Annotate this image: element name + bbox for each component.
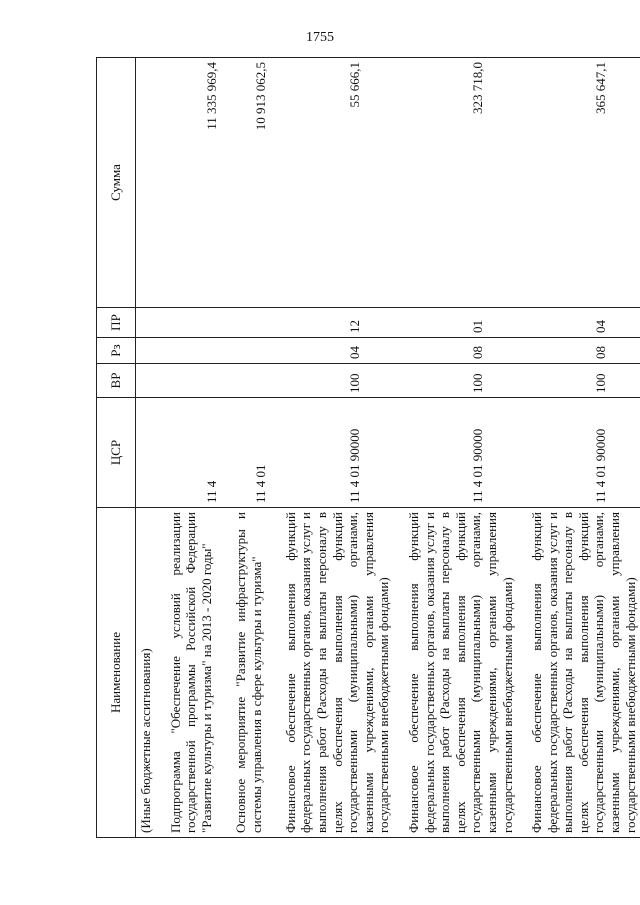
table-row [271,58,394,838]
row-pr: 12 [271,308,394,338]
row-pr: 01 [394,308,517,338]
header-name: Наименование [97,508,136,838]
header-vr: ВР [97,364,136,398]
row-vr [136,364,156,398]
header-pr: ПР [97,308,136,338]
row-rz: 04 [271,338,394,364]
row-pr [156,308,222,338]
row-pr [136,308,156,338]
row-vr [156,364,222,398]
row-csr: 11 4 01 90000 [517,398,640,508]
row-rz [221,338,271,364]
table-row [517,58,640,838]
row-pr [221,308,271,338]
budget-table-sheet [96,58,638,838]
row-pr: 04 [517,308,640,338]
row-csr: 11 4 01 90000 [394,398,517,508]
table-row [221,58,271,838]
row-sum: 323 718,0 [394,58,517,308]
row-name: Финансовое обеспечение выполнения функций федеральных государственных органов, оказания услуг и выполнения работ (Расходы на выплаты персоналу в целях обеспечения выполнения функций государственными (муниципальными) органами, казенными учреждениями, органами управления государственными внебюджетными фондами) [394,508,517,838]
header-csr: ЦСР [97,398,136,508]
page-number: 1755 [306,30,334,45]
row-sum: 11 335 969,4 [156,58,222,308]
row-sum [136,58,156,308]
row-rz: 08 [517,338,640,364]
row-name: (Иные бюджетные ассигнования) [136,508,156,838]
row-csr [136,398,156,508]
row-name: Финансовое обеспечение выполнения функций федеральных государственных органов, оказания услуг и выполнения работ (Расходы на выплаты персоналу в целях обеспечения выполнения функций государственными (муниципальными) органами, казенными учреждениями, органами управления государственными внебюджетными фондами) [517,508,640,838]
row-sum: 10 913 062,5 [221,58,271,308]
row-csr: 11 4 [156,398,222,508]
row-rz: 08 [394,338,517,364]
header-rz: Рз [97,338,136,364]
row-name: Финансовое обеспечение выполнения функций федеральных государственных органов, оказания услуг и выполнения работ (Расходы на выплаты персоналу в целях обеспечения выполнения функций государственными (муниципальными) органами, казенными учреждениями, органами управления государственными внебюджетными фондами) [271,508,394,838]
budget-table [96,57,640,838]
row-vr: 100 [517,364,640,398]
row-csr: 11 4 01 90000 [271,398,394,508]
table-row [136,58,156,838]
row-csr: 11 4 01 [221,398,271,508]
row-sum: 365 647,1 [517,58,640,308]
row-name: Основное мероприятие "Развитие инфраструктуры и системы управления в сфере культуры и туризма" [221,508,271,838]
row-rz [156,338,222,364]
table-header-row [97,58,136,838]
row-name: Подпрограмма "Обеспечение условий реализации государственной программы Российской Федерации "Развитие культуры и туризма" на 2013 - 2020 годы" [156,508,222,838]
header-sum: Сумма [97,58,136,308]
row-vr [221,364,271,398]
row-rz [136,338,156,364]
table-row [156,58,222,838]
table-row [394,58,517,838]
row-sum: 55 666,1 [271,58,394,308]
row-vr: 100 [394,364,517,398]
row-vr: 100 [271,364,394,398]
